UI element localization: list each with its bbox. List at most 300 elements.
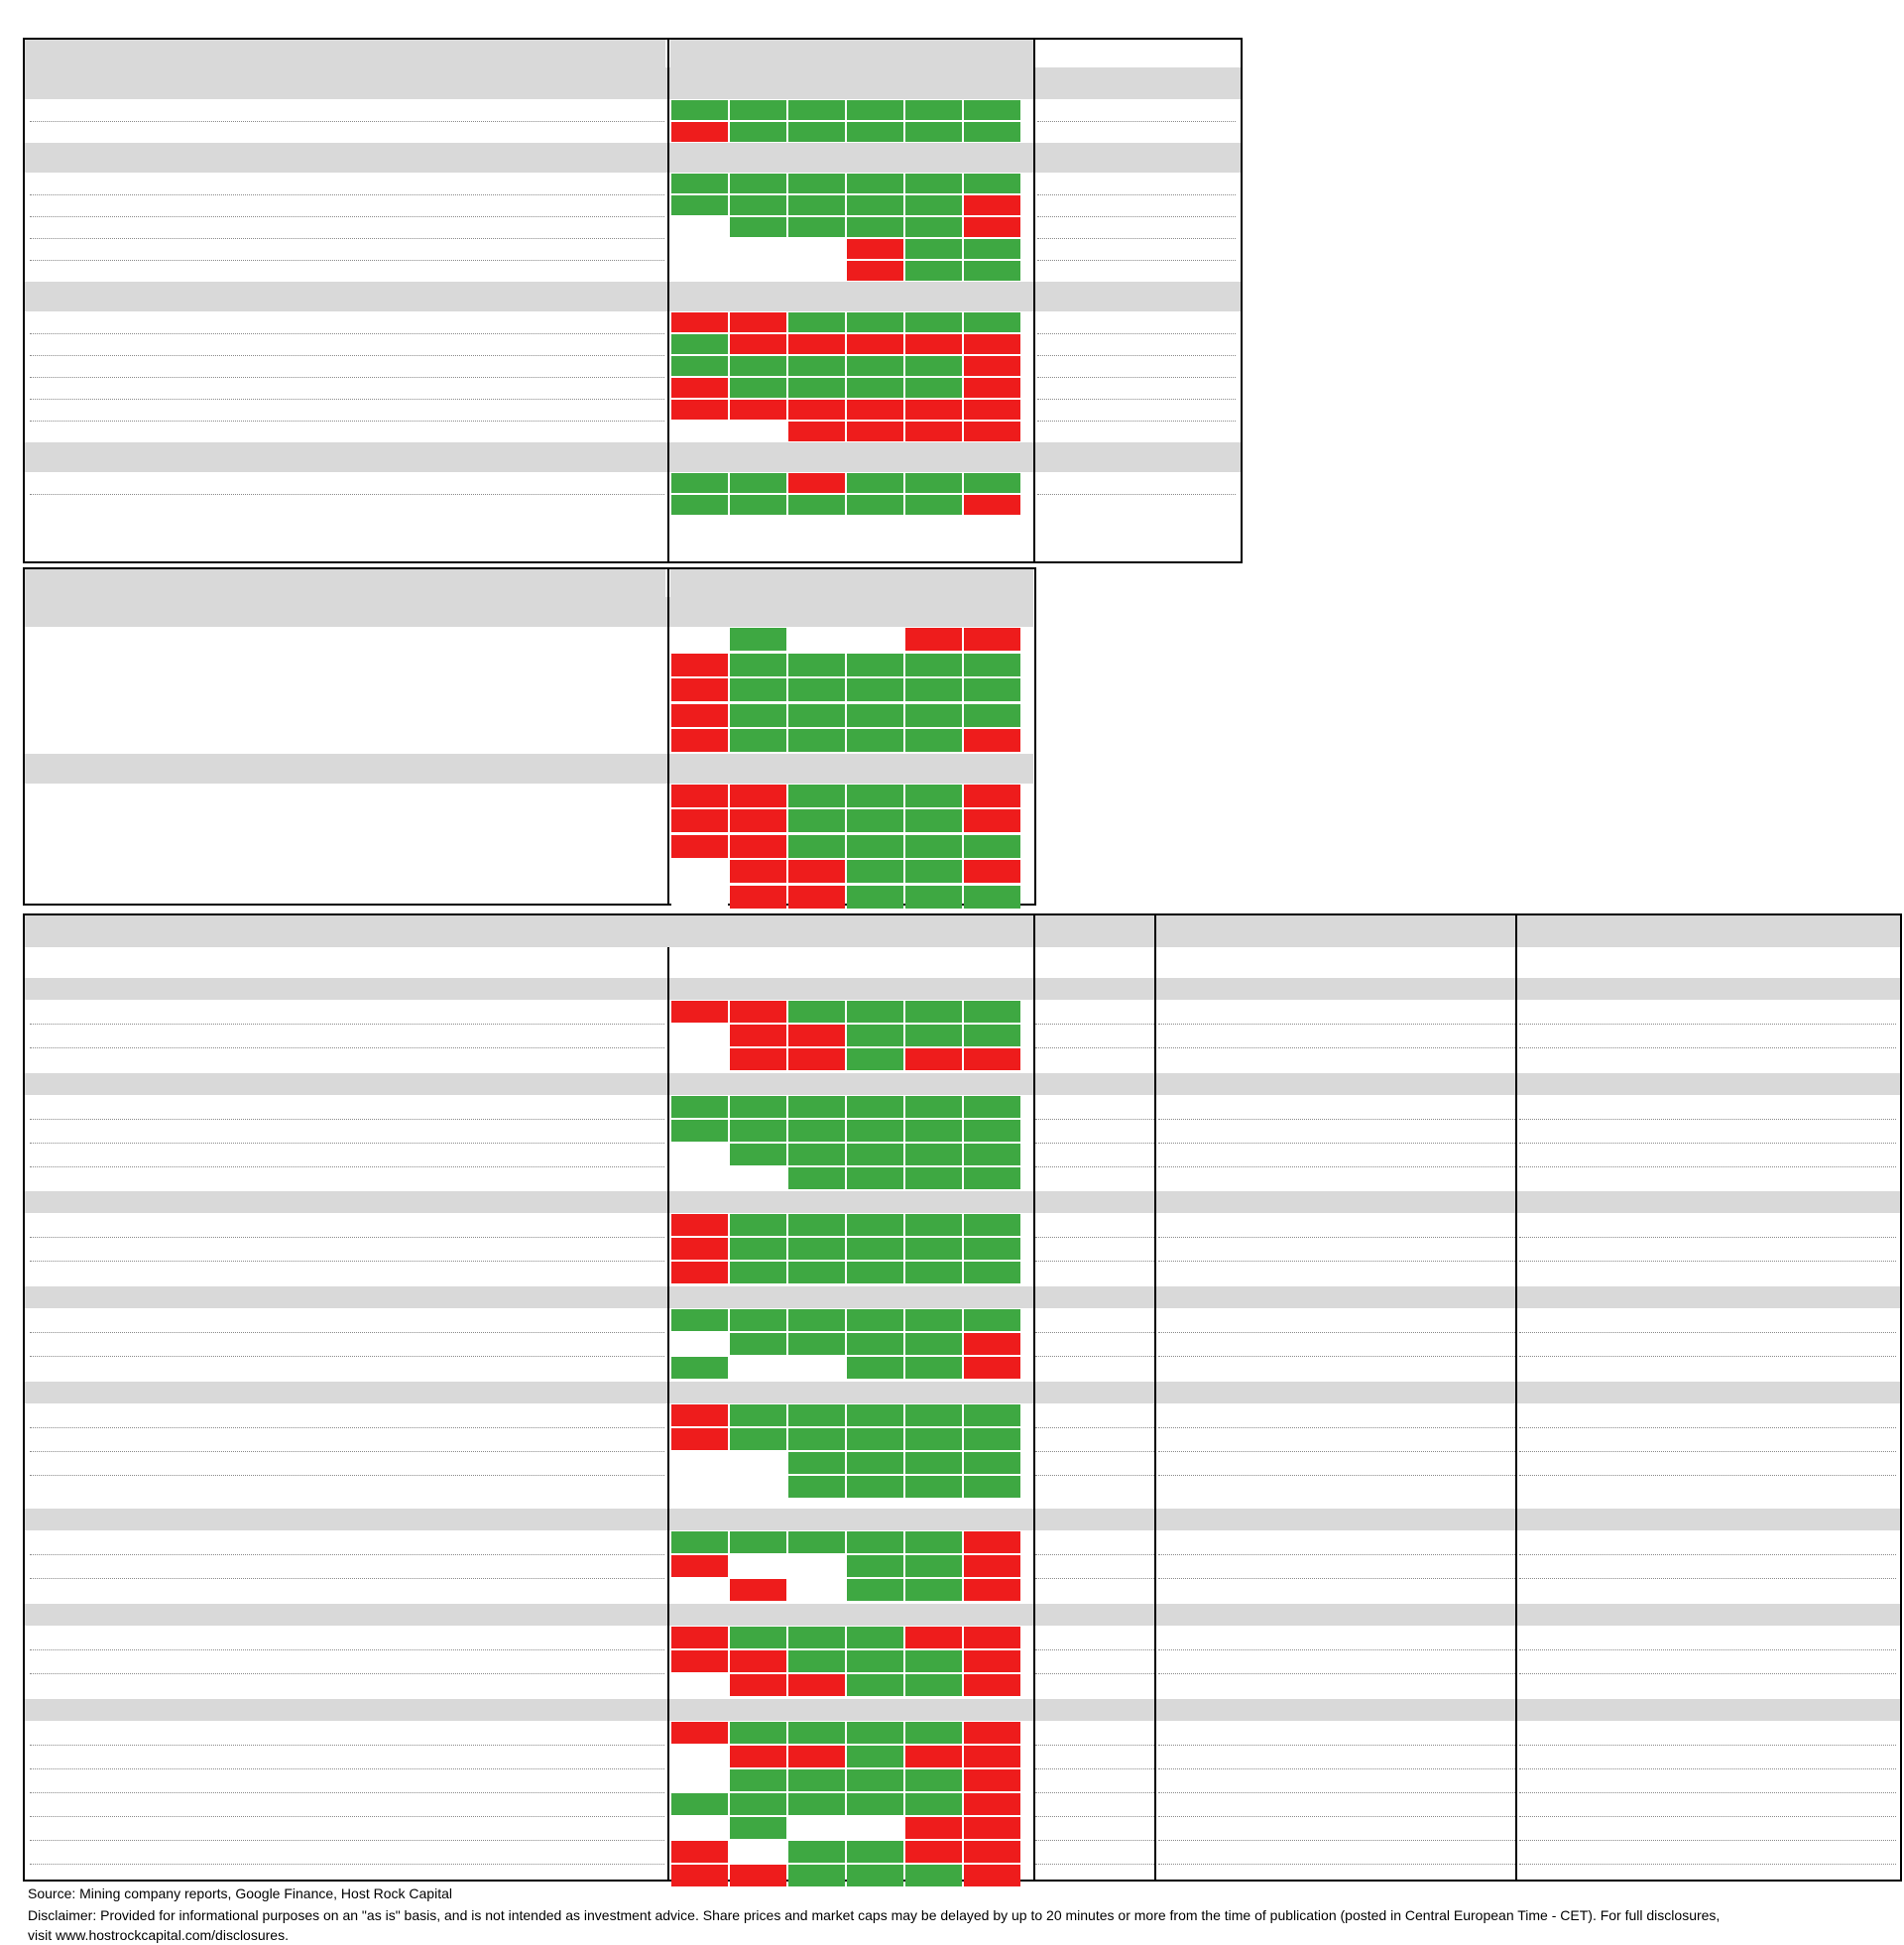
perf-cell: [847, 1262, 903, 1283]
resource-value: [1329, 1842, 1428, 1862]
row-divider: [30, 1840, 664, 1841]
row-divider: [30, 1143, 664, 1144]
unit-value: [1646, 1049, 1775, 1069]
resource-value: [1244, 1002, 1329, 1022]
perf-cell: [964, 312, 1020, 332]
resource-value: [1329, 1239, 1428, 1259]
resource-col-header: [1158, 1605, 1244, 1625]
unit-col-header: [1646, 1383, 1775, 1402]
peer-row-stocks: [585, 1747, 665, 1766]
unit-value: [1519, 1675, 1646, 1695]
perf-cell: [671, 473, 728, 493]
perf-cell: [964, 422, 1020, 441]
unit-value: [1519, 1263, 1646, 1282]
unit-value: [1775, 1747, 1900, 1766]
perf-cell: [671, 174, 728, 193]
peer-row-stocks: [585, 1453, 665, 1473]
mcap-value: [1035, 1310, 1156, 1330]
resource-value: [1158, 1405, 1244, 1425]
perf-cell: [847, 1120, 903, 1142]
perf-cell: [730, 1746, 786, 1767]
perf-cell: [730, 1262, 786, 1283]
mcap-value: [1035, 1121, 1156, 1141]
unit-value: [1519, 1002, 1646, 1022]
unit-col-header: [1646, 1074, 1775, 1094]
unit-col-header: [1519, 1192, 1646, 1212]
unit-value: [1775, 1145, 1900, 1164]
mcap-value: [1035, 1651, 1156, 1671]
metal-unit: [449, 400, 509, 420]
mcap-value: [1035, 1556, 1156, 1576]
peer-row-name: [30, 1263, 585, 1282]
metal-price: [516, 422, 583, 441]
perf-cell: [671, 1333, 728, 1355]
row-divider: [1158, 1024, 1515, 1025]
perf-cell: [788, 1817, 845, 1839]
perf-cell: [730, 1120, 786, 1142]
resource-value: [1244, 1628, 1329, 1647]
perf-cell: [671, 1404, 728, 1426]
metal-currency: [589, 378, 666, 398]
perf-col-header: [963, 448, 1021, 468]
perf-col-header: [729, 448, 787, 468]
perf-col-header: [670, 149, 729, 169]
perf-cell: [905, 1746, 962, 1767]
perf-cell: [788, 239, 845, 259]
perf-cell: [847, 729, 903, 752]
peer-group-count: [585, 1383, 665, 1402]
resource-value: [1158, 1580, 1244, 1600]
perf-cell: [964, 628, 1020, 651]
perf-cell: [788, 1167, 845, 1189]
unit-value: [1519, 1310, 1646, 1330]
row-divider: [1519, 1451, 1896, 1452]
unit-value: [1775, 1239, 1900, 1259]
unit-value: [1646, 1405, 1775, 1425]
perf-cell: [671, 1674, 728, 1696]
perf-col-header: [846, 1383, 904, 1402]
row-divider: [1035, 1332, 1154, 1333]
metal-source: [1041, 495, 1240, 515]
row-divider: [1158, 1261, 1515, 1262]
perf-col-header: [904, 448, 963, 468]
spot-group-label: [30, 446, 426, 466]
row-divider: [1519, 1554, 1896, 1555]
perf-cell: [964, 1144, 1020, 1165]
perf-cell: [905, 1404, 962, 1426]
unit-value: [1775, 1770, 1900, 1790]
perf-col-header: [963, 1192, 1021, 1212]
resource-value: [1244, 1429, 1329, 1449]
perf-cell: [847, 422, 903, 441]
perf-cell: [847, 1476, 903, 1498]
row-divider: [1519, 1261, 1896, 1262]
resource-col-header: [1428, 1605, 1517, 1625]
perf-cell: [730, 835, 786, 858]
peer-row-stocks: [585, 1675, 665, 1695]
row-divider: [1035, 1237, 1154, 1238]
metal-unit: [449, 122, 509, 142]
perf-cell: [905, 1309, 962, 1331]
mcap-value: [1035, 1168, 1156, 1188]
resource-value: [1158, 1026, 1244, 1045]
perf-cell: [671, 1025, 728, 1046]
perf-col-header: [904, 603, 963, 623]
peer-group-label: [30, 1287, 585, 1307]
perf-cell: [847, 1793, 903, 1815]
perf-cell: [964, 495, 1020, 515]
peers-divider-perf-right: [1033, 915, 1035, 1880]
row-divider: [1519, 1475, 1896, 1476]
metal-source: [1041, 174, 1240, 193]
resource-value: [1244, 1049, 1329, 1069]
row-divider: [1035, 1261, 1154, 1262]
metal-unit: [449, 195, 509, 215]
perf-col-header: [904, 1287, 963, 1307]
perf-cell: [964, 1746, 1020, 1767]
unit-value: [1775, 1556, 1900, 1576]
perf-cell: [730, 1001, 786, 1023]
mcap-value: [1035, 1842, 1156, 1862]
perf-cell: [730, 195, 786, 215]
row-divider: [1519, 1673, 1896, 1674]
perf-cell: [788, 678, 845, 701]
perf-col-header: [904, 1192, 963, 1212]
resource-value: [1158, 1794, 1244, 1814]
metal-currency: [589, 261, 666, 281]
unit-value: [1519, 1358, 1646, 1378]
perf-col-header: [904, 1510, 963, 1529]
peer-row-name: [30, 1723, 585, 1743]
perf-cell: [964, 1120, 1020, 1142]
peer-group-name: [30, 810, 625, 830]
row-divider: [1158, 1840, 1515, 1841]
row-divider: [30, 1332, 664, 1333]
perf-cell: [788, 1531, 845, 1553]
row-divider: [30, 1649, 664, 1650]
resource-value: [1329, 1097, 1428, 1117]
perf-col-header: [846, 1287, 904, 1307]
row-divider: [30, 1047, 664, 1048]
tb-group-label: [30, 602, 664, 622]
perf-cell: [847, 1144, 903, 1165]
perf-col-header: [787, 288, 846, 307]
metal-source: [1041, 122, 1240, 142]
perf-cell: [730, 1428, 786, 1450]
row-divider: [1158, 1816, 1515, 1817]
perf-cell: [730, 1531, 786, 1553]
perf-cell: [671, 1428, 728, 1450]
perf-cell: [730, 1048, 786, 1070]
perf-cell: [671, 886, 728, 909]
metal-name: [30, 239, 436, 259]
resource-value: [1158, 1532, 1244, 1552]
perf-cell: [847, 1817, 903, 1839]
metal-price: [516, 495, 583, 515]
perf-cell: [788, 1238, 845, 1260]
row-divider: [30, 1237, 664, 1238]
perf-col-header: [787, 1510, 846, 1529]
resource-value: [1158, 1866, 1244, 1885]
perf-cell: [847, 217, 903, 237]
unit-value: [1519, 1168, 1646, 1188]
tb-group-label: [30, 759, 664, 779]
perf-cell: [964, 1025, 1020, 1046]
row-divider: [1035, 1578, 1154, 1579]
perf-cell: [788, 100, 845, 120]
perf-cell: [788, 886, 845, 909]
perf-cell: [730, 1476, 786, 1498]
metal-price: [516, 312, 583, 332]
perf-cell: [964, 473, 1020, 493]
perf-cell: [730, 729, 786, 752]
row-divider: [1158, 1768, 1515, 1769]
perf-cell: [788, 1674, 845, 1696]
perf-cell: [671, 239, 728, 259]
metal-name: [30, 217, 436, 237]
peer-row-stocks: [585, 1866, 665, 1885]
mcap-value: [1035, 1532, 1156, 1552]
perf-cell: [964, 378, 1020, 398]
peer-row-stocks: [585, 1405, 665, 1425]
metal-source: [1041, 378, 1240, 398]
perf-cell: [847, 1025, 903, 1046]
resource-value: [1158, 1049, 1244, 1069]
mcap-value: [1035, 1239, 1156, 1259]
resource-value: [1158, 1675, 1244, 1695]
perf-cell: [671, 122, 728, 142]
spot-group-label: [30, 147, 426, 167]
perf-col-header: [729, 603, 787, 623]
perf-cell: [730, 473, 786, 493]
metal-price: [516, 100, 583, 120]
unit-col-header: [1646, 1700, 1775, 1720]
resource-value: [1329, 1556, 1428, 1576]
resource-value: [1329, 1002, 1428, 1022]
unit-value: [1519, 1651, 1646, 1671]
unit-value: [1646, 1263, 1775, 1282]
peer-row-stocks: [585, 1049, 665, 1069]
perf-col-header: [963, 288, 1021, 307]
perf-cell: [788, 1428, 845, 1450]
unit-value: [1646, 1866, 1775, 1885]
perf-cell: [671, 809, 728, 832]
unit-col-header: [1646, 1287, 1775, 1307]
mcap-value: [1035, 1580, 1156, 1600]
row-divider: [30, 1816, 664, 1817]
perf-cell: [730, 1452, 786, 1474]
row-divider: [1519, 1840, 1896, 1841]
peer-row-name: [30, 1239, 585, 1259]
row-divider: [1035, 1673, 1154, 1674]
metal-currency: [589, 495, 666, 515]
unit-col-header: [1775, 979, 1900, 999]
peers-res-label: [1158, 954, 1515, 974]
resource-value: [1428, 1026, 1511, 1045]
perf-col-header: [963, 1074, 1021, 1094]
unit-col-header: [1775, 1700, 1900, 1720]
perf-col-header: [846, 149, 904, 169]
perf-cell: [964, 1722, 1020, 1744]
perf-cell: [671, 1865, 728, 1886]
resource-value: [1428, 1145, 1511, 1164]
peer-group-name: [30, 679, 625, 699]
peer-row-stocks: [585, 1628, 665, 1647]
mcap-col-header: [1035, 1287, 1156, 1307]
metal-source: [1041, 261, 1240, 281]
perf-cell: [905, 1674, 962, 1696]
resource-value: [1244, 1334, 1329, 1354]
row-divider: [30, 1356, 664, 1357]
mcap-value: [1035, 1334, 1156, 1354]
mcap-value: [1035, 1097, 1156, 1117]
peer-group-count: [585, 1074, 665, 1094]
row-divider: [1035, 1554, 1154, 1555]
perf-cell: [671, 729, 728, 752]
tb-date: [930, 575, 1029, 593]
unit-value: [1646, 1239, 1775, 1259]
row-divider: [1158, 1451, 1515, 1452]
perf-cell: [905, 473, 962, 493]
row-divider: [30, 1554, 664, 1555]
unit-col-header: [1775, 1192, 1900, 1212]
perf-cell: [964, 729, 1020, 752]
perf-col-header: [729, 760, 787, 780]
perf-cell: [964, 1428, 1020, 1450]
perf-cell: [847, 473, 903, 493]
peer-row-stocks: [585, 1770, 665, 1790]
resource-value: [1329, 1121, 1428, 1141]
perf-cell: [905, 100, 962, 120]
perf-cell: [730, 239, 786, 259]
perf-cell: [671, 261, 728, 281]
perf-col-header: [963, 603, 1021, 623]
perf-cell: [964, 809, 1020, 832]
unit-value: [1775, 1628, 1900, 1647]
resource-value: [1158, 1770, 1244, 1790]
perf-cell: [788, 1865, 845, 1886]
perf-col-header: [846, 1074, 904, 1094]
perf-cell: [788, 1650, 845, 1672]
perf-cell: [905, 1817, 962, 1839]
perf-cell: [730, 100, 786, 120]
perf-cell: [788, 1262, 845, 1283]
resource-col-header: [1428, 1192, 1517, 1212]
perf-cell: [671, 1555, 728, 1577]
unit-value: [1775, 1026, 1900, 1045]
resource-value: [1329, 1723, 1428, 1743]
resource-value: [1158, 1168, 1244, 1188]
perf-cell: [847, 785, 903, 807]
peers-title: [30, 919, 922, 943]
perf-cell: [847, 1865, 903, 1886]
mcap-value: [1035, 1453, 1156, 1473]
perf-cell: [964, 1817, 1020, 1839]
perf-cell: [730, 312, 786, 332]
perf-col-header: [670, 1383, 729, 1402]
peer-row-stocks: [585, 1002, 665, 1022]
row-divider: [30, 1745, 664, 1746]
perf-cell: [847, 356, 903, 376]
metal-currency: [589, 122, 666, 142]
row-divider: [30, 1475, 664, 1476]
perf-cell: [788, 1841, 845, 1863]
perf-cell: [730, 1025, 786, 1046]
peer-row-name: [30, 1429, 585, 1449]
perf-col-header: [904, 760, 963, 780]
row-divider: [1519, 1649, 1896, 1650]
perf-cell: [788, 1404, 845, 1426]
resource-col-header: [1244, 1700, 1329, 1720]
row-divider: [1035, 1143, 1154, 1144]
unit-col-header: [1519, 1605, 1646, 1625]
metal-currency: [589, 217, 666, 237]
perf-cell: [847, 1531, 903, 1553]
resource-value: [1329, 1405, 1428, 1425]
peer-group-label: [30, 1383, 585, 1402]
unit-value: [1519, 1097, 1646, 1117]
row-divider: [30, 1673, 664, 1674]
metal-source: [1041, 356, 1240, 376]
footer-disclosures-link[interactable]: visit www.hostrockcapital.com/disclosures.: [28, 1927, 289, 1943]
perf-cell: [847, 1404, 903, 1426]
perf-cell: [905, 1452, 962, 1474]
unit-value: [1646, 1794, 1775, 1814]
peer-row-name: [30, 1477, 585, 1497]
unit-value: [1646, 1121, 1775, 1141]
mcap-value: [1035, 1747, 1156, 1766]
perf-cell: [964, 1404, 1020, 1426]
perf-cell: [847, 378, 903, 398]
perf-cell: [730, 1722, 786, 1744]
perf-cell: [964, 400, 1020, 420]
unit-value: [1646, 1723, 1775, 1743]
perf-cell: [788, 1627, 845, 1648]
resource-value: [1329, 1429, 1428, 1449]
peer-row-stocks: [585, 1723, 665, 1743]
perf-cell: [788, 1722, 845, 1744]
unit-value: [1775, 1651, 1900, 1671]
peer-group-count: [585, 1700, 665, 1720]
row-divider: [1035, 1427, 1154, 1428]
mcap-col-header: [1035, 1700, 1156, 1720]
unit-value: [1775, 1405, 1900, 1425]
resource-value: [1428, 1429, 1511, 1449]
unit-value: [1775, 1429, 1900, 1449]
unit-value: [1519, 1628, 1646, 1647]
peer-group-name: [30, 730, 625, 750]
perf-col-header: [787, 603, 846, 623]
metal-source: [1041, 400, 1240, 420]
perf-cell: [671, 628, 728, 651]
resource-value: [1329, 1651, 1428, 1671]
perf-col-header: [787, 1700, 846, 1720]
perf-col-header: [729, 1192, 787, 1212]
resource-value: [1244, 1263, 1329, 1282]
peer-row-name: [30, 1580, 585, 1600]
unit-value: [1775, 1310, 1900, 1330]
row-divider: [1035, 1745, 1154, 1746]
resource-value: [1158, 1818, 1244, 1838]
perf-cell: [905, 1167, 962, 1189]
row-divider: [1158, 1119, 1515, 1120]
row-divider: [1158, 1143, 1515, 1144]
perf-cell: [905, 1650, 962, 1672]
perf-cell: [905, 1722, 962, 1744]
unit-value: [1775, 1453, 1900, 1473]
perf-cell: [671, 1793, 728, 1815]
perf-cell: [788, 1452, 845, 1474]
